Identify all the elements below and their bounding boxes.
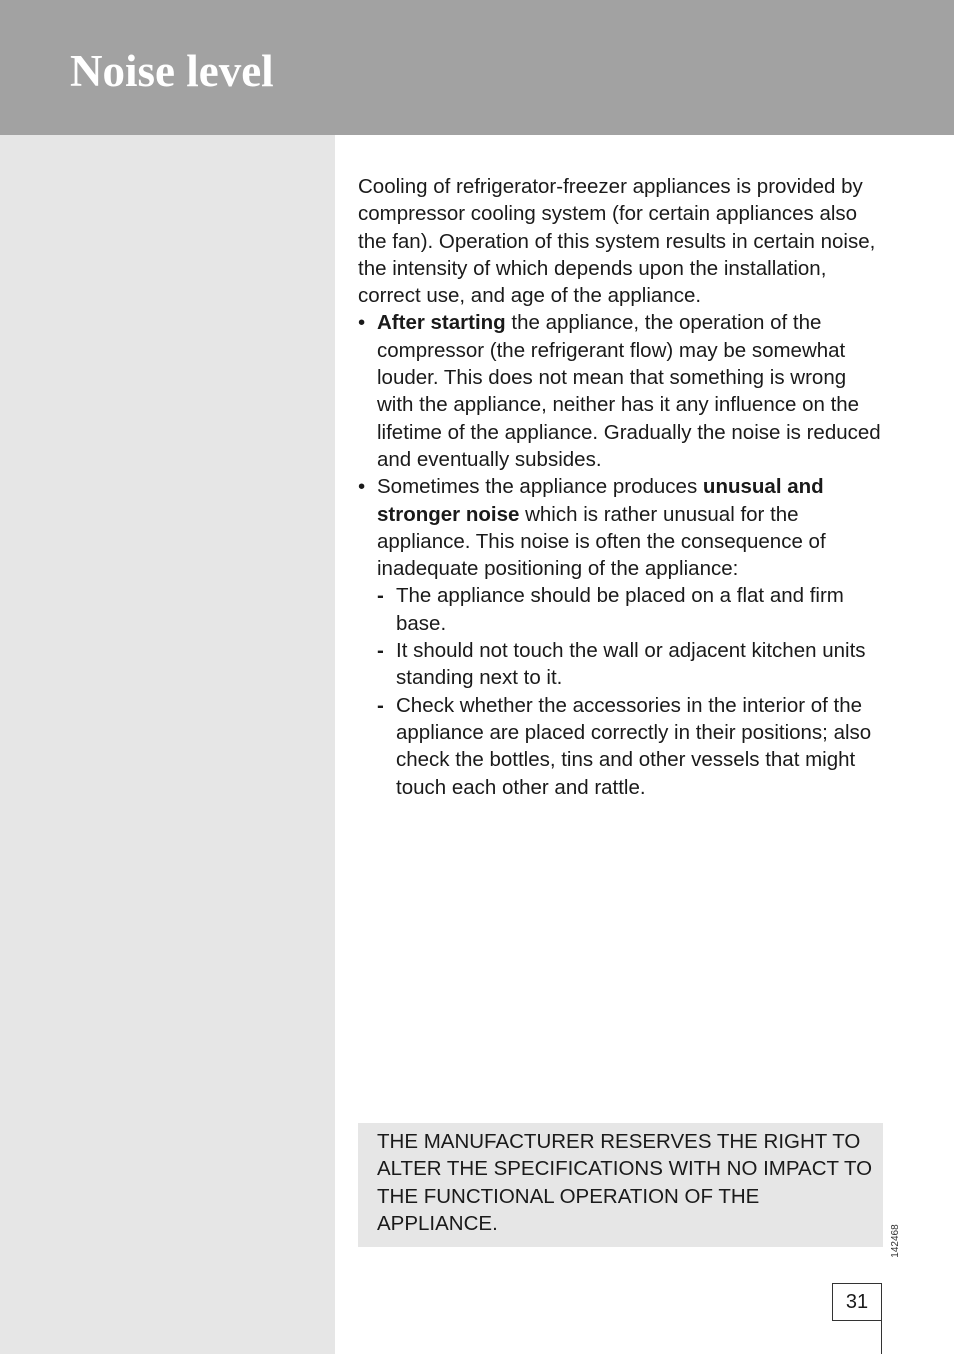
page-number: 31 [832,1283,882,1321]
sub-list-item [358,692,888,801]
intro-paragraph: Cooling of refrigerator-freezer appliances is provided by compressor cooling system (for certain appliances also the fan). Operation of this system results in certain noise, the intensity of which depends upon the installation, correct use, and age of the appliance. [358,175,876,308]
bullet-item [358,309,888,473]
dash-marker: - [377,584,384,608]
page-title: Noise level [70,46,274,96]
bullet-bold-text: After starting [377,311,506,335]
sub-item-text: Check whether the accessories in the interior of the appliance are placed correctly in their positions; also check the bottles, tins and other vessels that might touch each other and rattle. [396,693,872,799]
page-number-rule [881,1321,882,1354]
bullet-item [358,473,888,582]
page-header [0,0,954,135]
bullet-bold-text: unusual and stronger noise [377,475,824,526]
bullet-text: the appliance, the operation of the compressor (the refrigerant flow) may be somewhat louder. This does not mean that something is wrong with the appliance, neither has it any influence on the lifetime of the appliance. Gradually the noise is reduced and eventually subsides. [377,311,881,471]
bullet-text-pre: Sometimes the appliance produces [377,475,703,499]
sub-list-item [358,582,888,637]
dash-marker: - [377,639,384,663]
dash-marker: - [377,693,384,717]
bullet-text: which is rather unusual for the appliance. This noise is often the consequence of inadequate positioning of the appliance: [377,502,826,581]
document-code: 142468 [890,1224,901,1258]
left-margin-panel [0,135,335,1354]
bullet-marker: • [358,311,366,335]
sub-list-item [358,637,888,692]
main-content [358,173,888,801]
sub-item-text: The appliance should be placed on a flat and firm base. [396,584,844,635]
sub-item-text: It should not touch the wall or adjacent kitchen units standing next to it. [396,639,866,690]
bullet-marker: • [358,475,366,499]
manufacturer-notice [358,1123,883,1247]
notice-text: THE MANUFACTURER RESERVES THE RIGHT TO ALTER THE SPECIFICATIONS WITH NO IMPACT TO THE FUNCTIONAL OPERATION OF THE APPLIANCE. [377,1130,873,1235]
